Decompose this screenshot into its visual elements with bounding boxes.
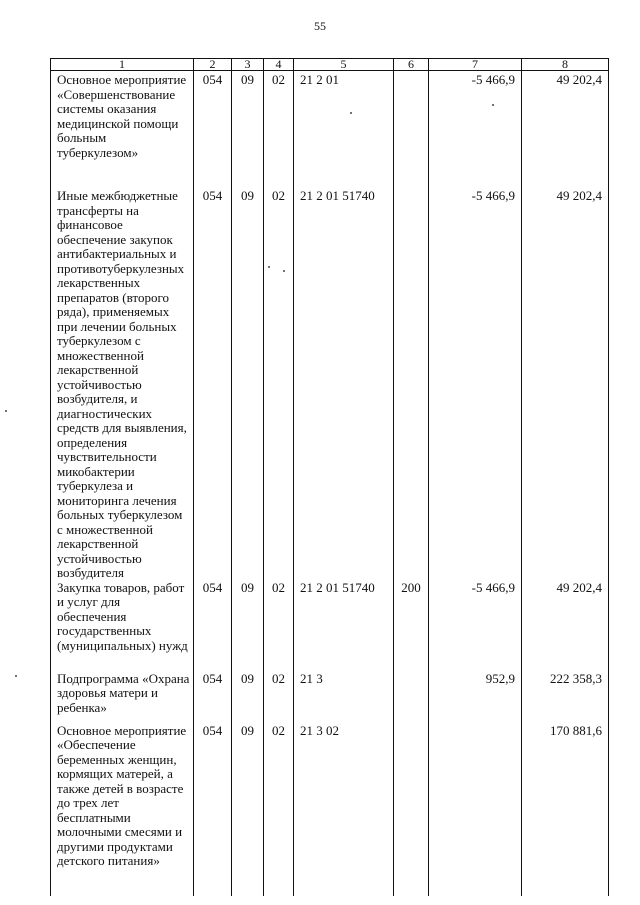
section-code-cell: 09: [232, 189, 264, 581]
ministry-code-cell: 054: [194, 189, 232, 581]
expense-type-cell: [394, 724, 429, 896]
ministry-code-cell: 054: [194, 581, 232, 672]
target-article-cell: 21 2 01 51740: [294, 189, 394, 581]
target-article-cell: 21 3 02: [294, 724, 394, 896]
table-row: [51, 71, 609, 190]
section-code-cell: 09: [232, 672, 264, 724]
scan-speck: [268, 266, 270, 268]
expense-type-cell: [394, 672, 429, 724]
row-name-cell: Иные межбюджетные трансферты на финансовое обеспечение закупок антибактериальных и противотуберкулезных лекарственных препаратов (второго ряда), применяемых при лечении больных туберкулезом с множественной лекарственной устойчивостью возбудителя, и диагностических средств для выявления, определения чувствительности микобактерии туберкулеза и мониторинга лечения больных туберкулезом с множественной лекарственной устойчивостью возбудителя: [51, 189, 194, 581]
header-cell: 1: [51, 59, 194, 71]
scan-speck: [283, 270, 285, 272]
header-row: [51, 59, 609, 71]
row-name-cell: Закупка товаров, работ и услуг для обеспечения государственных (муниципальных) нужд: [51, 581, 194, 672]
header-cell: 2: [194, 59, 232, 71]
expense-type-cell: [394, 189, 429, 581]
subsection-code-cell: 02: [264, 189, 294, 581]
change-amount-cell: -5 466,9: [429, 581, 522, 672]
header-cell: 5: [294, 59, 394, 71]
scan-speck: [15, 675, 17, 677]
total-amount-cell: 170 881,6: [522, 724, 609, 896]
page-number: 55: [314, 19, 326, 33]
target-article-cell: 21 2 01: [294, 71, 394, 190]
ministry-code-cell: 054: [194, 71, 232, 190]
table-row: [51, 581, 609, 672]
target-article-cell: 21 3: [294, 672, 394, 724]
table-row: [51, 189, 609, 581]
subsection-code-cell: 02: [264, 724, 294, 896]
change-amount-cell: [429, 724, 522, 896]
section-code-cell: 09: [232, 581, 264, 672]
ministry-code-cell: 054: [194, 724, 232, 896]
header-cell: 8: [522, 59, 609, 71]
budget-table: [50, 58, 609, 896]
ministry-code-cell: 054: [194, 672, 232, 724]
change-amount-cell: 952,9: [429, 672, 522, 724]
total-amount-cell: 49 202,4: [522, 71, 609, 190]
target-article-cell: 21 2 01 51740: [294, 581, 394, 672]
row-name-cell: Подпрограмма «Охрана здоровья матери и ребенка»: [51, 672, 194, 724]
total-amount-cell: 49 202,4: [522, 581, 609, 672]
row-name-cell: Основное мероприятие «Обеспечение беременных женщин, кормящих матерей, а также детей в возрасте до трех лет бесплатными молочными смесями и другими продуктами детского питания»: [51, 724, 194, 896]
table-row: [51, 724, 609, 896]
header-cell: 7: [429, 59, 522, 71]
change-amount-cell: -5 466,9: [429, 189, 522, 581]
section-code-cell: 09: [232, 724, 264, 896]
header-cell: 6: [394, 59, 429, 71]
header-cell: 4: [264, 59, 294, 71]
section-code-cell: 09: [232, 71, 264, 190]
scan-speck: [5, 410, 7, 412]
expense-type-cell: 200: [394, 581, 429, 672]
total-amount-cell: 222 358,3: [522, 672, 609, 724]
row-name-cell: Основное мероприятие «Совершенствование системы оказания медицинской помощи больным туберкулезом»: [51, 71, 194, 190]
subsection-code-cell: 02: [264, 71, 294, 190]
subsection-code-cell: 02: [264, 672, 294, 724]
scan-speck: [350, 112, 352, 114]
table-row: [51, 672, 609, 724]
total-amount-cell: 49 202,4: [522, 189, 609, 581]
subsection-code-cell: 02: [264, 581, 294, 672]
scan-speck: [492, 104, 494, 106]
expense-type-cell: [394, 71, 429, 190]
header-cell: 3: [232, 59, 264, 71]
change-amount-cell: -5 466,9: [429, 71, 522, 190]
